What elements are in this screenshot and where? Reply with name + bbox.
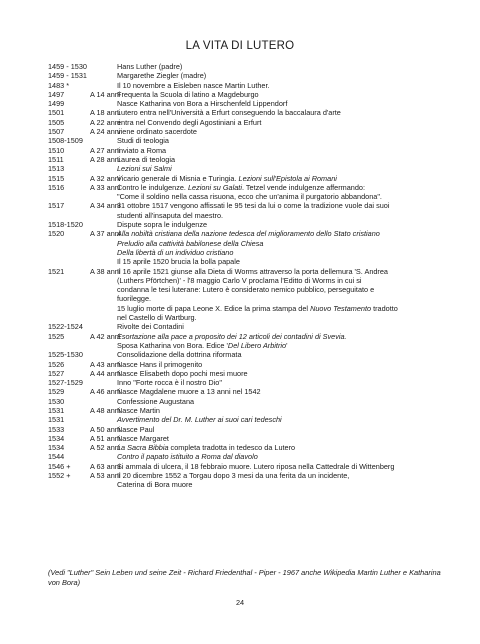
line-text: Nasce Martin (117, 405, 160, 415)
row-age: A 33 anni (90, 182, 121, 192)
row-description (117, 118, 468, 127)
description-line (117, 211, 468, 220)
line-text: Esortazione alla pace a proposito dei 12 articoli dei contadini di Svevia. (117, 331, 347, 341)
timeline-row (48, 146, 468, 155)
page-title: LA VITA DI LUTERO (185, 40, 295, 52)
row-description (117, 434, 468, 443)
row-description (117, 267, 468, 323)
row-age: A 50 anni (90, 424, 121, 434)
timeline-row (48, 369, 468, 378)
line-text: Alla nobiltà cristiana della nazione tedesca del miglioramento dello Stato cristiano (117, 229, 380, 239)
chronology-list (48, 62, 468, 490)
timeline-row (48, 452, 468, 461)
description-line (117, 108, 468, 117)
timeline-row (48, 118, 468, 127)
page-number: 24 (235, 598, 245, 607)
row-age (90, 378, 117, 387)
row-year: 1531 (48, 405, 65, 415)
row-age: A 44 anni (90, 368, 121, 378)
line-text-tail: ' (286, 340, 288, 350)
description-line (117, 201, 468, 210)
row-description (117, 415, 468, 424)
description-line (117, 341, 468, 350)
line-text: Il 20 dicembre 1552 a Torgau dopo 3 mesi da una ferita da un incidente, (117, 471, 350, 481)
description-line (117, 99, 468, 108)
row-year: 1483 * (48, 80, 70, 90)
row-year: 1533 (48, 424, 65, 434)
line-text: nel Castello di Wartburg. (117, 313, 197, 323)
description-line (117, 350, 468, 359)
footnote: (Vedi "Luther" Sein Leben und seine Zeit - Richard Friedenthal - Piper - 1967 anche Wikipedia Martin Luther e Katharina von Bora) (48, 568, 441, 587)
line-text: Consolidazione della dottrina riformata (117, 350, 242, 360)
row-description (117, 90, 468, 99)
row-description (117, 322, 468, 331)
row-age: A 51 anni (90, 433, 121, 443)
description-line (117, 183, 468, 192)
line-text: 15 luglio morte di papa Leone X. Edice la prima stampa del (117, 303, 311, 313)
row-year: 1510 (48, 145, 65, 155)
row-age: A 63 anni (90, 461, 121, 471)
line-text: viene ordinato sacerdote (117, 127, 197, 137)
row-description (117, 378, 468, 387)
timeline-row (48, 155, 468, 164)
row-age: A 38 anni (90, 266, 121, 276)
row-description (117, 220, 468, 229)
line-text: Hans Luther (padre) (117, 62, 183, 71)
timeline-row (48, 174, 468, 183)
line-text: fuorilegge. (117, 294, 152, 304)
line-text: Nasce Elisabeth dopo pochi mesi muore (117, 368, 248, 378)
timeline-row (48, 99, 468, 108)
timeline-row (48, 90, 468, 99)
timeline-row (48, 434, 468, 443)
line-text: Nasce Magdalene muore a 13 anni nel 1542 (117, 387, 261, 397)
line-text: Avvertimento del Dr. M. Luther ai suoi cari tedeschi (117, 415, 282, 425)
row-description (117, 397, 468, 406)
row-description (117, 81, 468, 90)
line-text: Lezioni sui Salmi (117, 164, 172, 174)
line-text: Contro le indulgenze. (117, 182, 188, 192)
row-year: 1499 (48, 99, 65, 109)
row-age (90, 71, 117, 80)
line-text: entra nel Convendo degli Agostiniani a Erfurt (117, 117, 262, 127)
line-text: Nasce Katharina von Bora a Hirschenfeld Lippendorf (117, 99, 288, 109)
timeline-row (48, 183, 468, 202)
row-year: 1518-1520 (48, 220, 83, 230)
row-year: 1520 (48, 229, 65, 239)
description-line (117, 434, 468, 443)
description-line (117, 406, 468, 415)
timeline-row (48, 387, 468, 396)
line-text: Laurea di teologia (117, 154, 176, 164)
description-line (117, 369, 468, 378)
row-age (90, 136, 117, 145)
description-line (117, 294, 468, 303)
line-text: Nasce Margaret (117, 433, 169, 443)
line-text: Margarethe Ziegler (madre) (117, 71, 207, 81)
row-description (117, 369, 468, 378)
row-year: 1459 - 1531 (48, 71, 87, 81)
row-age: A 48 anni (90, 405, 121, 415)
line-text-tail: completa tradotta in tedesco da Lutero (168, 443, 296, 453)
row-age (90, 81, 117, 90)
row-age (90, 99, 117, 108)
line-text: 31 ottobre 1517 vengono affissati le 95 tesi da lui o come la tradizione vuole dai suoi (117, 201, 390, 211)
row-description (117, 452, 468, 461)
row-year: 1507 (48, 127, 65, 137)
description-line (117, 192, 468, 201)
timeline-row (48, 164, 468, 173)
row-age: A 32 anni (90, 173, 121, 183)
row-description (117, 406, 468, 415)
line-text: Sposa Katharina von Bora. Edice ' (117, 340, 228, 350)
timeline-row (48, 425, 468, 434)
row-age: A 18 anni (90, 108, 121, 118)
row-description (117, 164, 468, 173)
row-age: A 52 anni (90, 443, 121, 453)
row-year: 1501 (48, 108, 65, 118)
row-year: 1525 (48, 331, 65, 341)
timeline-row (48, 62, 468, 71)
row-year: 1513 (48, 164, 65, 174)
line-text: Preludio alla cattività babilonese della Chiesa (117, 238, 264, 248)
timeline-row (48, 462, 468, 471)
line-text: (Luthers Pförtchen)' - l'8 maggio Carlo V proclama l'Editto di Worms in cui si (117, 275, 362, 285)
line-text: condanna le tesi luterane: Lutero è considerato nemico pubblico, perseguitato e (117, 285, 375, 295)
line-text: Vicario generale di Misnia e Turingia. (117, 173, 239, 183)
row-year: 1526 (48, 359, 65, 369)
line-text: Si ammala di ulcera, il 18 febbraio muore. Lutero riposa nella Cattedrale di Wittenberg (117, 461, 395, 471)
row-age: A 34 anni (90, 201, 121, 211)
description-line (117, 81, 468, 90)
timeline-row (48, 415, 468, 424)
line-text: Confessione Augustana (117, 396, 195, 406)
row-description (117, 471, 468, 490)
description-line (117, 387, 468, 396)
row-description (117, 425, 468, 434)
row-description (117, 108, 468, 117)
row-year: 1552 + (48, 471, 71, 481)
row-description (117, 360, 468, 369)
description-line (117, 452, 468, 461)
row-description (117, 350, 468, 359)
row-age: A 53 anni (90, 471, 121, 481)
row-year: 1534 (48, 433, 65, 443)
description-line (117, 155, 468, 164)
description-line (117, 378, 468, 387)
line-text-tail: . Tetzel vende indulgenze affermando: (241, 182, 366, 192)
timeline-row (48, 350, 468, 359)
row-description (117, 332, 468, 351)
row-age (90, 350, 117, 359)
row-age (90, 220, 117, 229)
line-text: Il 15 aprile 1520 brucia la bolla papale (117, 257, 240, 267)
row-description (117, 127, 468, 136)
description-line (117, 462, 468, 471)
row-year: 1546 + (48, 461, 71, 471)
row-year: 1459 - 1530 (48, 62, 87, 71)
row-description (117, 146, 468, 155)
description-line (117, 257, 468, 266)
work-title: Lezioni sull'Epistola ai Romani (238, 173, 337, 183)
row-year: 1530 (48, 396, 65, 406)
row-year: 1497 (48, 89, 65, 99)
row-description (117, 229, 468, 266)
description-line (117, 229, 468, 238)
row-year: 1505 (48, 117, 65, 127)
timeline-row (48, 108, 468, 117)
timeline-row (48, 406, 468, 415)
description-line (117, 220, 468, 229)
work-title: La Sacra Bibbia (117, 443, 169, 453)
row-description (117, 71, 468, 80)
line-text: Inviato a Roma (117, 145, 167, 155)
timeline-row (48, 378, 468, 387)
description-line (117, 443, 468, 452)
description-line (117, 71, 468, 80)
row-year: 1511 (48, 154, 64, 164)
work-title: Del Libero Arbitrio (227, 340, 287, 350)
description-line (117, 285, 468, 294)
line-text: Il 10 novembre a Eisleben nasce Martin Luther. (117, 80, 270, 90)
line-text: Caterina di Bora muore (117, 480, 193, 490)
timeline-row (48, 332, 468, 351)
timeline-row (48, 360, 468, 369)
row-age: A 27 anni (90, 145, 121, 155)
description-line (117, 62, 468, 71)
row-year: 1521 (48, 266, 65, 276)
row-year: 1529 (48, 387, 65, 397)
description-line (117, 136, 468, 145)
timeline-row (48, 81, 468, 90)
description-line (117, 397, 468, 406)
description-line (117, 322, 468, 331)
description-line (117, 415, 468, 424)
line-text: Nasce Paul (117, 424, 155, 434)
timeline-row (48, 71, 468, 80)
row-description (117, 183, 468, 202)
timeline-row (48, 397, 468, 406)
timeline-row (48, 267, 468, 323)
row-age: A 46 anni (90, 387, 121, 397)
line-text: studenti all'insaputa del maestro. (117, 210, 224, 220)
line-text: Della libertà di un individuo cristiano (117, 247, 234, 257)
row-description (117, 201, 468, 220)
row-age (90, 397, 117, 406)
row-age: A 37 anni (90, 229, 121, 239)
row-age: A 22 anni (90, 117, 121, 127)
description-line (117, 267, 468, 276)
timeline-row (48, 127, 468, 136)
line-text: Inno "Forte rocca è il nostro Dio" (117, 378, 222, 388)
row-year: 1516 (48, 182, 65, 192)
timeline-row (48, 201, 468, 220)
work-title: Lezioni su Galati (188, 182, 242, 192)
row-age: A 43 anni (90, 359, 121, 369)
description-line (117, 174, 468, 183)
row-age: A 14 anni (90, 89, 121, 99)
row-year: 1534 (48, 443, 65, 453)
row-year: 1508-1509 (48, 136, 83, 146)
line-text: Studi di teologia (117, 136, 169, 146)
description-line (117, 248, 468, 257)
row-year: 1517 (48, 201, 65, 211)
description-line (117, 164, 468, 173)
row-description (117, 443, 468, 452)
description-line (117, 118, 468, 127)
timeline-row (48, 443, 468, 452)
line-text: "Come il soldino nella cassa risuona, ecco che un'anima il purgatorio abbandona". (117, 192, 382, 202)
row-description (117, 174, 468, 183)
row-description (117, 155, 468, 164)
line-text: Il 16 aprile 1521 giunse alla Dieta di Worms attraverso la porta dellemura 'S. Andrea (117, 266, 388, 276)
description-line (117, 480, 468, 489)
row-year: 1531 (48, 415, 65, 425)
description-line (117, 146, 468, 155)
description-line (117, 425, 468, 434)
row-year: 1515 (48, 173, 65, 183)
timeline-row (48, 229, 468, 266)
row-age (90, 322, 117, 331)
description-line (117, 239, 468, 248)
line-text: Rivolte dei Contadini (117, 322, 184, 332)
row-description (117, 387, 468, 396)
row-description (117, 136, 468, 145)
description-line (117, 471, 468, 480)
row-age (90, 164, 117, 173)
description-line (117, 127, 468, 136)
row-age: A 42 anni (90, 331, 121, 341)
description-line (117, 276, 468, 285)
row-year: 1544 (48, 452, 65, 462)
line-text: Frequenta la Scuola di latino a Magdeburgo (117, 89, 259, 99)
work-title: Nuovo Testamento (310, 303, 372, 313)
row-year: 1527-1529 (48, 378, 83, 388)
description-line (117, 90, 468, 99)
timeline-row (48, 136, 468, 145)
row-age (90, 62, 117, 71)
line-text-tail: tradotto (371, 303, 398, 313)
description-line (117, 332, 468, 341)
row-description (117, 462, 468, 471)
timeline-row (48, 471, 468, 490)
row-year: 1525-1530 (48, 350, 83, 360)
row-age (90, 415, 117, 424)
line-text: Dispute sopra le indulgenze (117, 220, 208, 230)
row-age: A 24 anni (90, 127, 121, 137)
row-age (90, 452, 117, 461)
row-year: 1522-1524 (48, 322, 83, 332)
description-line (117, 360, 468, 369)
timeline-row (48, 220, 468, 229)
row-age: A 28 anni (90, 154, 121, 164)
description-line (117, 313, 468, 322)
row-description (117, 99, 468, 108)
timeline-row (48, 322, 468, 331)
line-text: Contro il papato istituito a Roma dal diavolo (117, 452, 258, 462)
row-year: 1527 (48, 368, 65, 378)
row-description (117, 62, 468, 71)
line-text: Nasce Hans il primogenito (117, 359, 203, 369)
line-text: Lutero entra nell'Università a Erfurt conseguendo la baccalaura d'arte (117, 108, 341, 118)
description-line (117, 304, 468, 313)
